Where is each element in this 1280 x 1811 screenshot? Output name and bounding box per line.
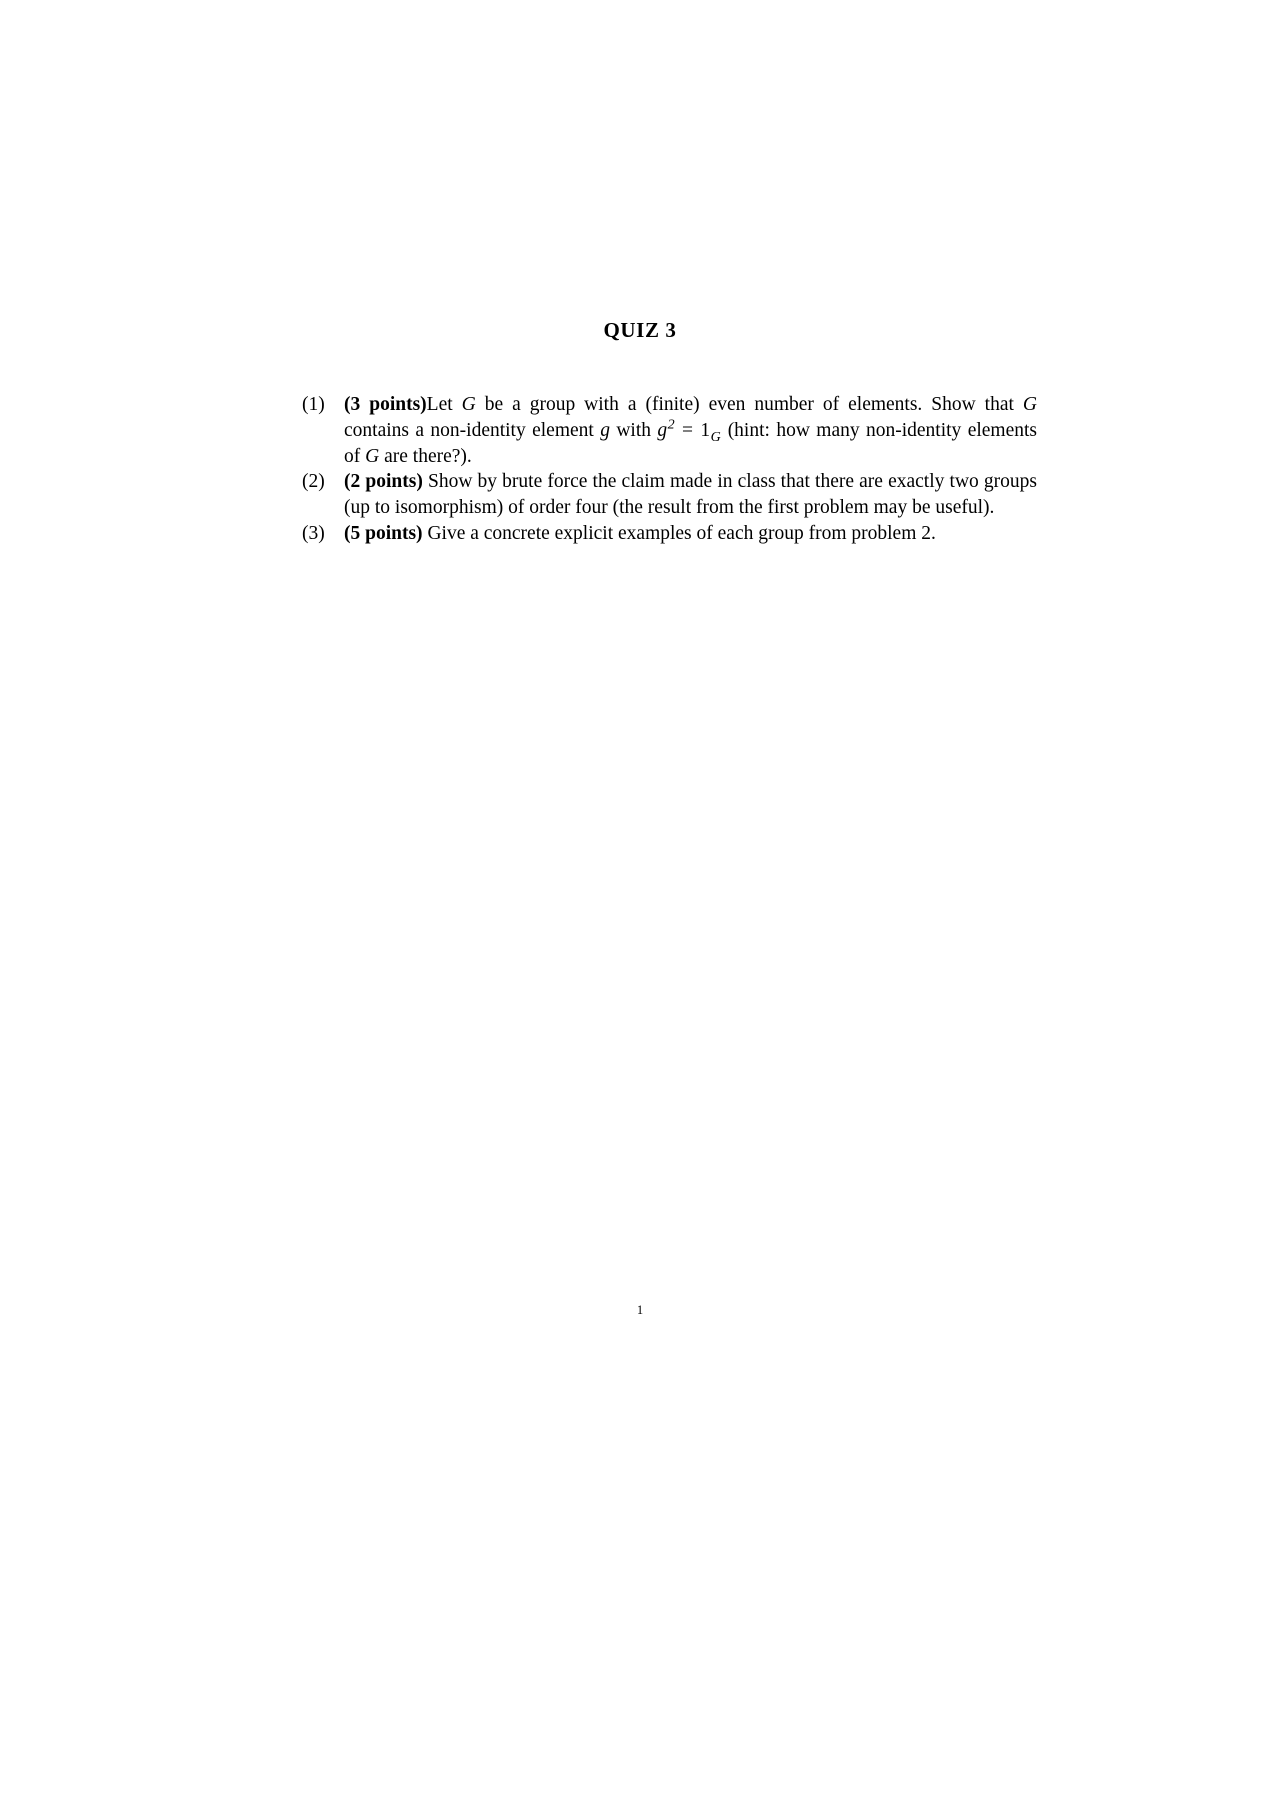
item-marker: (3): [302, 522, 325, 544]
item-body: [344, 521, 1037, 547]
math-eq-relation: = 1: [675, 419, 711, 441]
list-item: [302, 521, 1037, 547]
points-label: (2 points): [344, 471, 423, 493]
page-title: [0, 318, 1280, 343]
item-text-f: are there?).: [379, 445, 472, 467]
item-marker: (1): [302, 394, 325, 415]
math-var-g-upper-3: G: [365, 445, 380, 467]
math-eq-base: g: [657, 419, 668, 441]
math-eq-subscript: G: [710, 428, 722, 445]
problem-list: [302, 392, 1037, 547]
item-text-e: (hint: how many non-identity elements of: [344, 419, 1037, 467]
item-text-d: with: [609, 419, 658, 441]
list-item: [302, 469, 1037, 521]
page-title-text: QUIZ 3: [603, 318, 677, 342]
math-equation: [657, 416, 722, 445]
math-var-g-upper-1: G: [461, 394, 476, 415]
math-var-g-lower: g: [600, 419, 610, 441]
item-body: [344, 469, 1037, 521]
item-text-a: Let: [426, 394, 462, 415]
item-text-c: contains a non-identity element: [344, 419, 601, 441]
math-var-g-upper-2: G: [1022, 394, 1037, 415]
item-text-b: be a group with a (finite) even number of elements. Show that: [475, 394, 1023, 415]
item-text: Show by brute force the claim made in class that there are exactly two groups (up to isomorphism) of order four (the result from the first problem may be useful).: [344, 471, 1037, 519]
points-label: (3 points): [344, 394, 427, 415]
item-text: Give a concrete explicit examples of each group from problem 2.: [427, 522, 936, 544]
item-marker: (2): [302, 471, 325, 493]
list-item: [302, 392, 1037, 469]
points-label: (5 points): [344, 522, 423, 544]
page-number: 1: [636, 1303, 644, 1317]
item-body: [344, 392, 1037, 469]
math-eq-exponent: 2: [667, 416, 676, 433]
